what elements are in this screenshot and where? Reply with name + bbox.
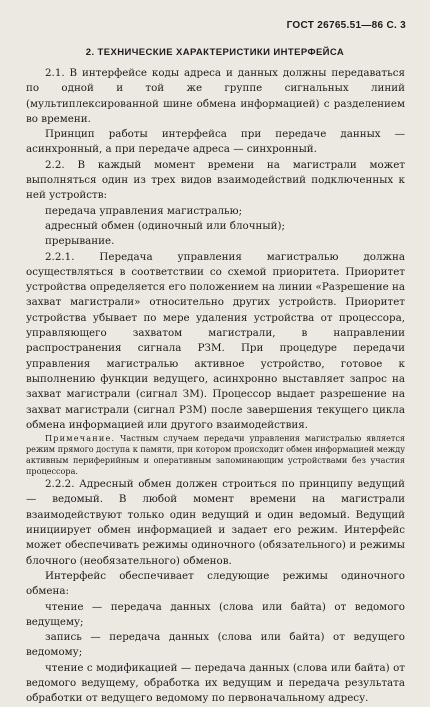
note-label: Примечание. [45, 433, 116, 444]
list-item-write: запись — передача данных (слова или байта) от ведущего ведомому; [26, 631, 405, 659]
list-item-control-transfer: передача управления магистралью; [45, 204, 243, 217]
paragraph-2-1: 2.1. В интерфейсе коды адреса и данных должны передаваться по одной и той же группе сигнальных линий (мультиплексированной шине обмена информацией) с разделением во времени. [26, 67, 405, 125]
section-body [26, 66, 405, 707]
list-item-read-modify-write: чтение с модификацией — передача данных (слова или байта) от ведомого ведущему, обработка их ведущим и передача результата обработки от ведущего ведомому по первоначальному адресу. [26, 661, 405, 705]
paragraph-2-2-1: 2.2.1. Передача управления магистралью должна осуществляться в соответствии со схемой приоритета. Приоритет устройства определяется его положением на линии «Разрешение на захват магистрали» относительно других устройств. Приоритет устройства убывает по мере удаления устройства от процессора, управляющего захватом магистрали, в направлении распространения сигнала РЗМ. При процедуре передачи управления магистралью активное устройство, готовое к выполнению функции ведущего, асинхронно выставляет запрос на захват магистрали (сигнал ЗМ). Процессор выдает разрешение на захват магистрали (сигнал РЗМ) после завершения текущего цикла обмена информацией или другого взаимодействия. [26, 250, 405, 431]
list-item-read: чтение — передача данных (слова или байта) от ведомого ведущему; [26, 600, 405, 628]
paragraph-exchange-modes: Интерфейс обеспечивает следующие режимы одиночного обмена: [26, 569, 405, 598]
section-title: 2. ТЕХНИЧЕСКИЕ ХАРАКТЕРИСТИКИ ИНТЕРФЕЙСА [85, 47, 345, 58]
paragraph-2-2: 2.2. В каждый момент времени на магистрали может выполняться один из трех видов взаимодействий подключенных к ней устройств: [26, 158, 405, 202]
page-header: ГОСТ 26765.51—86 С. 3 [286, 20, 406, 31]
list-item-interrupt: прерывание. [45, 235, 115, 248]
note-block [26, 433, 405, 477]
note-text: Частным случаем передачи управления магистралью является режим прямого доступа к памяти, при котором происходит обмен информацией между активным периферийным и оперативным запоминающим устройствами без участия процессора. [26, 433, 405, 477]
paragraph-2-2-2: 2.2.2. Адресный обмен должен строиться по принципу ведущий — ведомый. В любой момент времени на магистрали взаимодействуют только один ведущий и один ведомый. Ведущий инициирует обмен информацией и задает его режим. Интерфейс может обеспечивать режимы одиночного (обязательного) и режимы блочного (необязательного) обменов. [26, 478, 405, 567]
paragraph-2-1-principle: Принцип работы интерфейса при передаче данных — асинхронный, а при передаче адреса — синхронный. [26, 128, 405, 156]
list-item-address-exchange: адресный обмен (одиночный или блочный); [45, 219, 285, 232]
